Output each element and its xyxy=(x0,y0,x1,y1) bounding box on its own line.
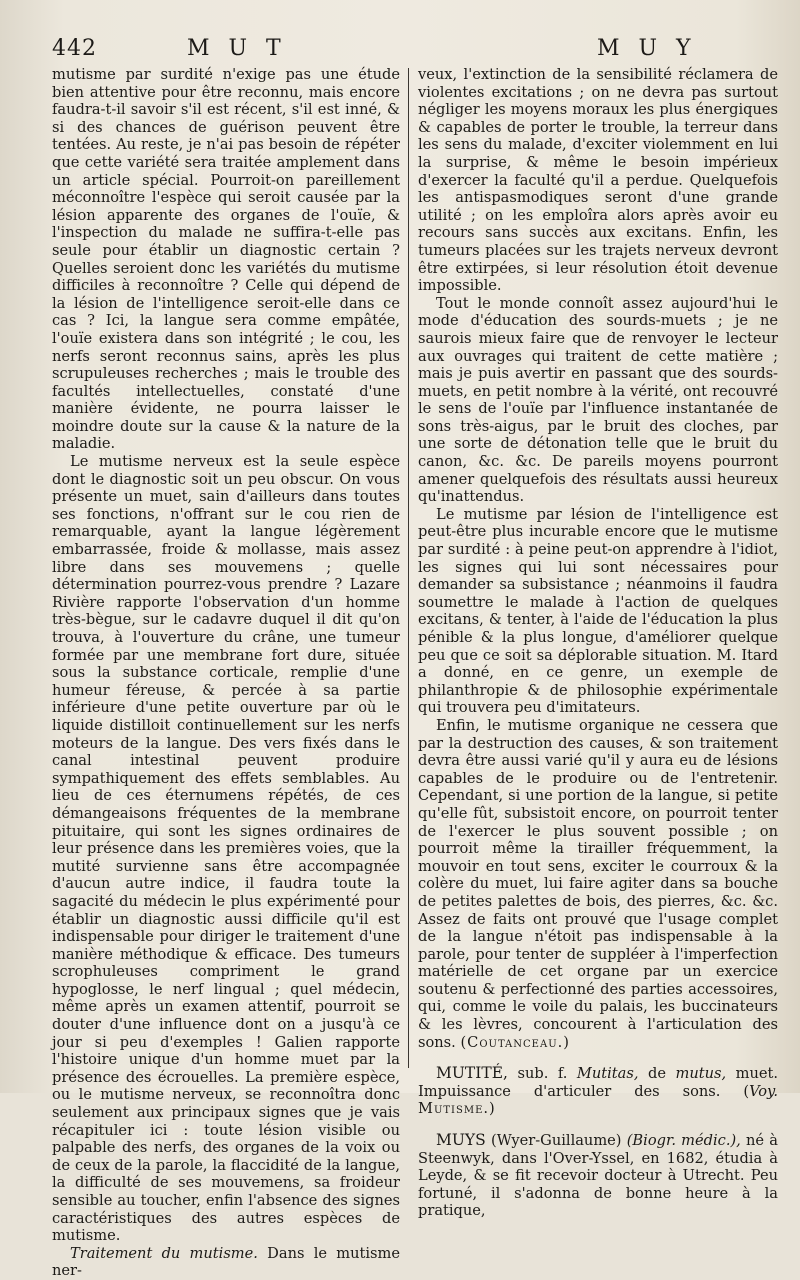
paragraph xyxy=(418,717,778,1051)
entry-headword: MUTITÉ, xyxy=(436,1064,508,1083)
section-heading: Traitement du mutisme. xyxy=(70,1244,258,1262)
right-column xyxy=(418,66,779,1220)
entry-pos: sub. f. xyxy=(517,1065,568,1083)
entry-de: de xyxy=(648,1065,666,1083)
paragraph: Tout le monde connoît assez aujourd'hui le mode d'éducation des sourds-muets ; je ne saurois mieux faire que de renvoyer le lecteur aux ouvrages qui traitent de cette matière ; mais je puis avertir en passant que des sourds-muets, en petit nombre à la vérité, ont recouvré le sens de l'ouïe par l'influence instantanée de sons très-aigus, par le bruit des cloches, par une sorte de détonation telle que le bruit du canon, &c. &c. De pareils moyens pourront amener quelquefois des résultats aussi heureux qu'inattendus. xyxy=(418,294,778,506)
entry-voy: Voy. xyxy=(749,1082,778,1100)
entry-definition: muet. Impuissance d'articuler des sons. xyxy=(418,1065,779,1100)
left-running-head: M U T xyxy=(187,36,287,61)
entry-crossref: Mutisme.) xyxy=(418,1100,496,1118)
right-running-head: M U Y xyxy=(597,36,697,61)
dictionary-entry-mutite xyxy=(418,1065,778,1118)
paragraph: veux, l'extinction de la sensibilité réclamera de violentes excitations ; on ne devra pas surtout négliger les moyens moraux les plus énergiques & capables de porter le trouble, la terreur dans les sens du malade, d'exciter violemment en lui la surprise, & même le besoin impérieux d'exercer la faculté qu'il a perdue. Quelquefois les antispasmodiques seront d'une grande utilité ; on les emploîra alors après avoir eu recours sans succès aux excitans. Enfin, les tumeurs placées sur les trajets nerveux devront être extirpées, si leur résolution étoit devenue impossible. xyxy=(418,66,778,295)
entry-latin: Mutitas, xyxy=(576,1065,639,1083)
entry-headword: MUYS xyxy=(436,1131,486,1150)
paragraph xyxy=(52,1245,400,1280)
paragraph: Le mutisme par lésion de l'intelligence est peut-être plus incurable encore que le mutisme par surdité : à peine peut-on apprendre à l'idiot, les signes qui lui sont nécessaires pour demander sa subsistance ; néanmoins il faudra soumettre le malade à l'action de quelques excitans, & tenter, à l'aide de l'éducation la plus pénible & la plus longue, d'améliorer quelque peu que ce soit sa déplorable situation. M. Itard a donné, en ce genre, un exemple de philanthropie & de philosophie expérimentale qui trouvera peu d'imitateurs. xyxy=(418,505,778,717)
dictionary-entry-muys xyxy=(418,1132,778,1220)
entry-etymology: mutus, xyxy=(675,1065,727,1083)
paragraph-text: Dans le mutisme ner- xyxy=(52,1244,400,1280)
entry-category: (Biogr. médic.), xyxy=(626,1132,741,1150)
left-column xyxy=(52,66,400,1280)
page-header xyxy=(52,36,776,66)
entry-ref-open: ( xyxy=(743,1082,750,1100)
paragraph: mutisme par surdité n'exige pas une étude bien attentive pour être reconnu, mais encore faudra-t-il savoir s'il est récent, s'il est inné, & si des chances de guérison peuvent être tentées. Au reste, je n'ai pas besoin de répéter que cette variété sera traitée amplement dans un article spécial. Pourroit-on pareillement méconnoître l'espèce qui seroit causée par la lésion apparente des organes de l'ouïe, & l'inspection du malade ne suffira-t-elle pas seule pour établir un diagnostic certain ? Quelles seroient donc les variétés du mutisme difficiles à reconnoître ? Celle qui dépend de la lésion de l'intelligence seroit-elle dans ce cas ? Ici, la langue sera comme empâtée, l'ouïe existera dans son intégrité ; le cou, les nerfs seront reconnus sains, après les plus scrupuleuses recherches ; mais le trouble des facultés intellectuelles, constaté d'une manière évidente, ne pourra laisser le moindre doute sur la cause & la nature de la maladie. xyxy=(52,66,400,453)
paragraph: Le mutisme nerveux est la seule espèce dont le diagnostic soit un peu obscur. On vous présente un muet, sain d'ailleurs dans toutes ses fonctions, n'offrant sur le cou rien de remarquable, ayant la langue légèrement embarrassée, froide & mollasse, mais assez libre dans ses mouvemens ; quelle détermination pourrez-vous prendre ? Lazare Rivière rapporte l'observation d'un homme très-bègue, sur le cadavre duquel il dit qu'on trouva, à l'ouverture du crâne, une tumeur formée par une membrane fort dure, située sous la substance corticale, remplie d'une humeur féreuse, & percée à sa partie inférieure d'une petite ouverture par où le liquide distilloit continuellement sur les nerfs moteurs de la langue. Des vers fixés dans le canal intestinal peuvent produire sympathiquement des effets semblables. Au lieu de ces éternumens répétés, de ces démangeaisons fréquentes de la membrane pituitaire, qui sont les signes ordinaires de leur présence dans les premières voies, que la mutité survienne sans être accompagnée d'aucun autre indice, il faudra toute la sagacité du médecin le plus expérimenté pour établir un diagnostic aussi difficile qu'il est indispensable pour diriger le traitement d'une manière méthodique & efficace. Des tumeurs scrophuleuses compriment le grand hypoglosse, le nerf lingual ; quel médecin, même après un examen attentif, pourroit se douter d'une influence dont on a jusqu'à ce jour si peu d'exemples ! Galien rapporte l'histoire unique d'un homme muet par la présence des écrouelles. La première espèce, ou le mutisme nerveux, se reconnoîtra donc seulement aux principaux signes que je vais récapituler ici : toute lésion visible ou palpable des nerfs, des organes de la voix ou de ceux de la parole, la flaccidité de la langue, la difficulté de ses mouvemens, sa froideur sensible au toucher, enfin l'absence des signes caractéristiques des autres espèces de mutisme. xyxy=(52,453,400,1245)
entry-name: (Wyer-Guillaume) xyxy=(491,1132,622,1150)
entry-text: né à Steenwyk, dans l'Over-Yssel, en 1682, étudia à Leyde, & se fit recevoir docteur à Utrecht. Peu fortuné, il s'adonna de bonne heure à la pratique, xyxy=(418,1132,778,1220)
author-signature: (Coutanceau.) xyxy=(460,1033,570,1051)
page-number: 442 xyxy=(52,36,97,61)
paragraph-text: Enfin, le mutisme organique ne cessera que par la destruction des causes, & son traitement devra être aussi varié qu'il y aura eu de lésions capables de le produire ou de l'entretenir. Cependant, si une portion de la langue, si petite qu'elle fût, subsistoit encore, on pourroit tenter de l'exercer le plus souvent possible ; on pourroit même la tirailler fréquemment, la mouvoir en tout sens, exciter le courroux & la colère du muet, lui faire agiter dans sa bouche de petites palettes de bois, des pierres, &c. &c. Assez de faits ont prouvé que l'usage complet de la langue n'étoit pas indispensable à la parole, pour tenter de suppléer à l'imperfection matérielle de cet organe par un exercice soutenu & perfectionné des parties accessoires, qui, comme le voile du palais, les buccinateurs & les lèvres, concourent à l'articulation des sons. xyxy=(418,716,778,1051)
column-divider xyxy=(408,68,409,1068)
